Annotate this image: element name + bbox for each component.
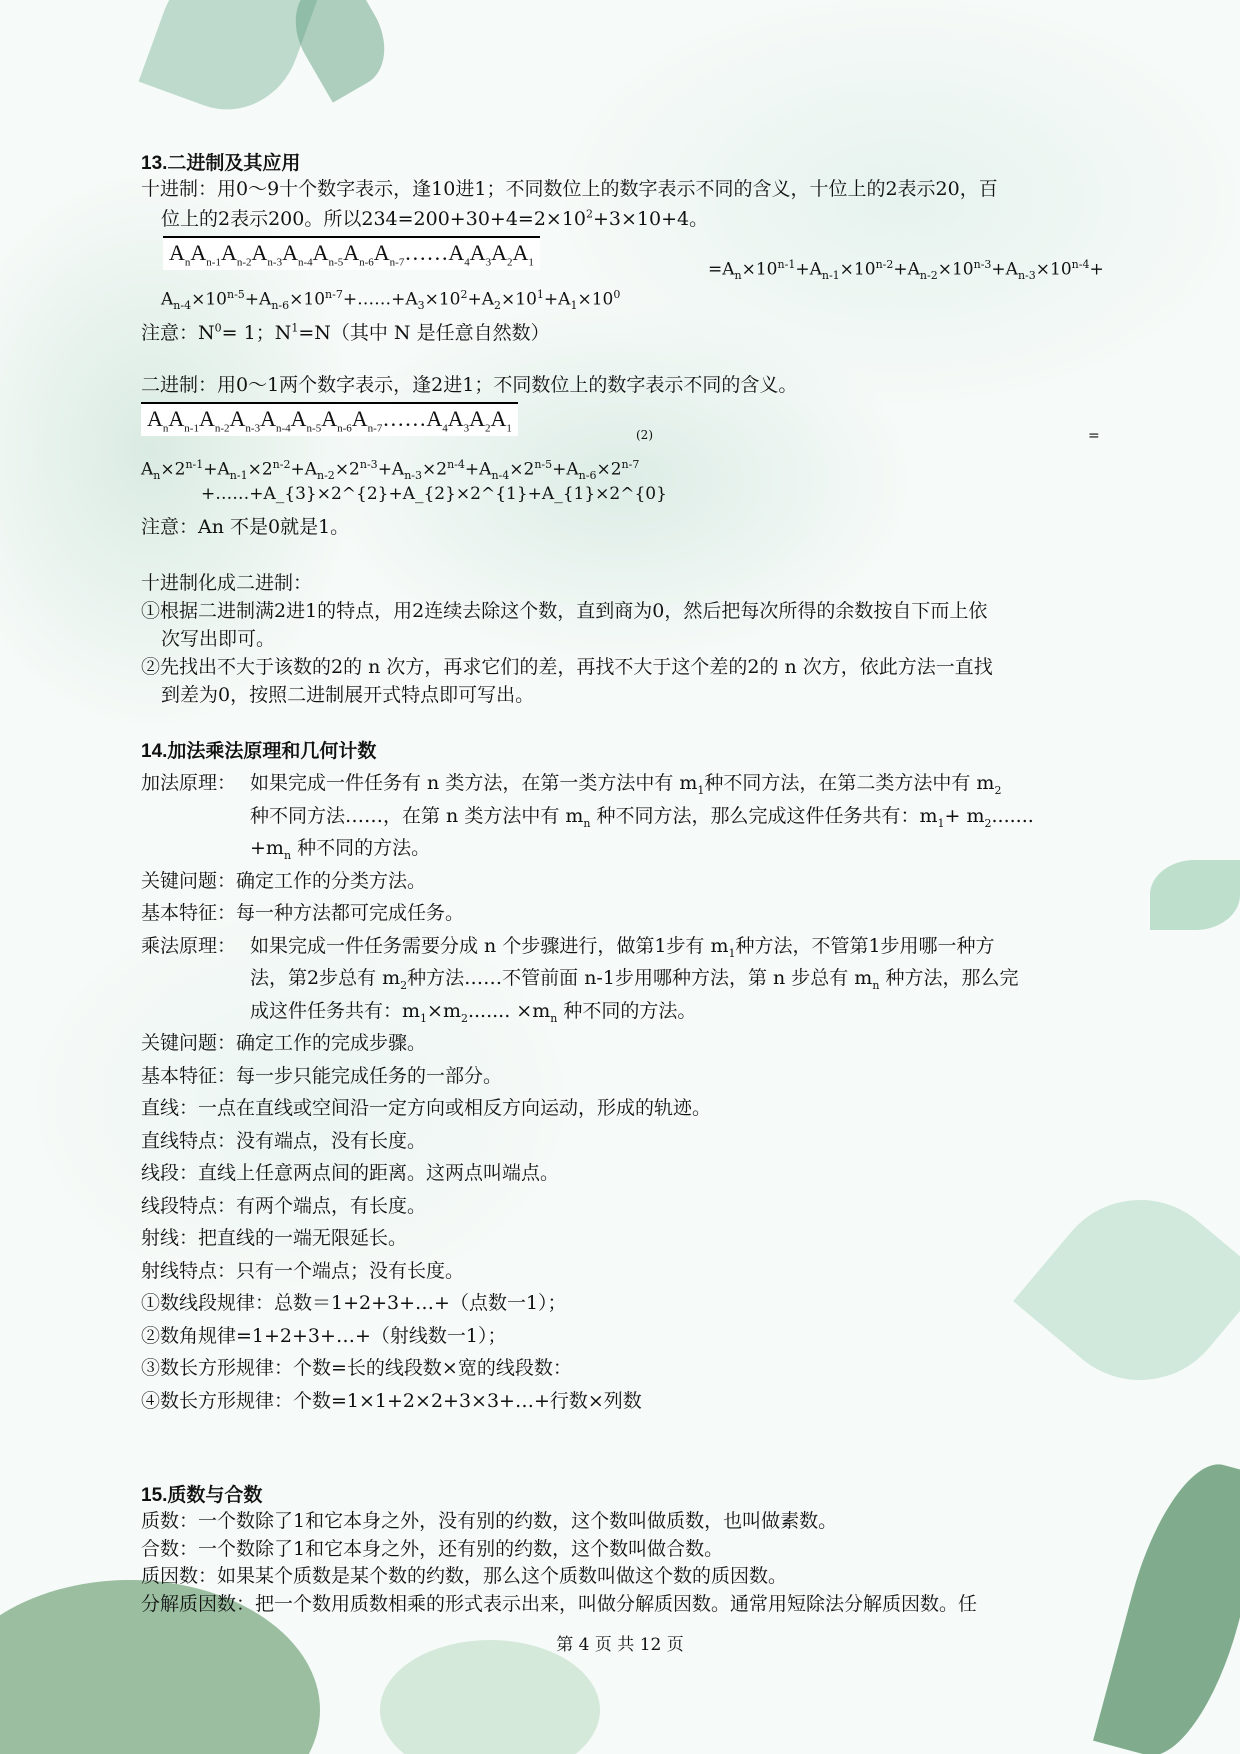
list-item: 射线特点：只有一个端点；没有长度。: [141, 1259, 465, 1282]
page-footer: 第 4 页 共 12 页: [556, 1635, 684, 1655]
principle-text: 成这件任务共有：$m_1\times m_2$....... $\times m_n$ 种不同的方法。: [250, 999, 697, 1025]
list-item: 关键问题：确定工作的完成步骤。: [141, 1032, 427, 1054]
list-item: ①数线段规律：总数＝1+2+3+…+（点数一1）；: [141, 1292, 567, 1314]
method-2: ②先找出不大于该数的2的 n 次方，再求它们的差，再找不大于这个差的2的 n 次方，依此方法一直找: [141, 656, 993, 678]
definition-line: 分解质因数：把一个数用质数相乘的形式表示出来，叫做分解质因数。通常用短除法分解质因数。任: [141, 1592, 978, 1615]
list-item: ③数长方形规律：个数=长的线段数×宽的线段数：: [141, 1357, 572, 1379]
decimal-note: 注意：$N^0= 1$；$N^1=N$（其中 N 是任意自然数）: [141, 321, 550, 344]
list-item: 基本特征：每一种方法都可完成任务。: [141, 902, 465, 924]
definition-line: 质数：一个数除了1和它本身之外，没有别的约数，这个数叫做质数，也叫做素数。: [141, 1510, 838, 1532]
convert-title: 十进制化成二进制：: [141, 572, 313, 594]
leaf-decoration: [1093, 1451, 1240, 1754]
leaf-decoration: [380, 1640, 600, 1754]
decimal-text: 位上的2表示200。所以$234=200+30+4=2\times 10^2+3\times 10+4$。: [161, 207, 709, 230]
binary-text: 二进制：用0～1两个数字表示，逢2进1；不同数位上的数字表示不同的含义。: [141, 374, 798, 396]
principle-label: 加法原理：: [141, 772, 237, 794]
definition-line: 质因数：如果某个质数是某个数的约数，那么这个质数叫做这个数的质因数。: [141, 1565, 788, 1587]
section-15-title: 15.质数与合数: [141, 1485, 263, 1506]
list-item: 线段：直线上任意两点间的距离。这两点叫端点。: [141, 1162, 560, 1184]
binary-expansion: $A_n\times 2^{n-1}+A_{n-1}\times 2^{n-2}+A_{n-2}\times 2^{n-3}+A_{n-3}\times 2^{n-4}+A_{n-4}\times 2^{n-5}+A_{n-6}\times 2^{n-7}$: [141, 458, 640, 483]
binary-expansion: +……+A_{3}×2^{2}+A_{2}×2^{1}+A_{1}×2^{0}: [201, 484, 667, 504]
method-2: 到差为0，按照二进制展开式特点即可写出。: [161, 684, 535, 706]
binary-base: (2): [636, 428, 653, 442]
list-item: 直线：一点在直线或空间沿一定方向或相反方向运动，形成的轨迹。: [141, 1097, 712, 1119]
binary-digits-formula: $A_nA_{n-1}A_{n-2}A_{n-3}A_{n-4}A_{n-5}A_{n-6}A_{n-7}\dots\dots A_4A_3A_2A_1$: [141, 402, 518, 436]
binary-note: 注意：An 不是0就是1。: [141, 516, 350, 538]
list-item: 直线特点：没有端点，没有长度。: [141, 1129, 427, 1152]
principle-text: $+m_n$ 种不同的方法。: [250, 837, 431, 862]
list-item: ④数长方形规律：个数=1×1+2×2+3×3+…+行数×列数: [141, 1389, 642, 1412]
method-1: 次写出即可。: [161, 628, 276, 650]
list-item: 基本特征：每一步只能完成任务的一部分。: [141, 1064, 503, 1087]
binary-equals: =: [1088, 428, 1100, 444]
list-item: 线段特点：有两个端点，有长度。: [141, 1194, 427, 1217]
section-14-title: 14.加法乘法原理和几何计数: [141, 741, 377, 762]
leaf-decoration: [1150, 860, 1240, 930]
list-item: 射线：把直线的一端无限延长。: [141, 1227, 408, 1249]
principle-text: 法，第2步总有 $m_2$种方法……不管前面 n-1步用哪种方法，第 n 步总有 $m_n$ 种方法，那么完: [250, 967, 1019, 992]
leaf-decoration: [139, 0, 322, 129]
decimal-expansion: $A_{n-4}\times 10^{n-5}+A_{n-6}\times 10^{n-7}+\dots\dots+A_3\times 10^2+A_2\times 10^1+A_1\times 10^0$: [161, 288, 621, 313]
list-item: ②数角规律=1+2+3+…+（射线数一1）；: [141, 1324, 507, 1347]
decimal-text: 十进制：用0～9十个数字表示，逢10进1；不同数位上的数字表示不同的含义，十位上的2表示20，百: [141, 178, 998, 200]
leaf-decoration: [1013, 1163, 1240, 1417]
principle-text: 种不同方法……，在第 n 类方法中有 $m_n$ 种不同方法，那么完成这件任务共有：$m_1+ m_2$.......: [250, 804, 1034, 830]
principle-label: 乘法原理：: [141, 934, 237, 957]
list-item: 关键问题：确定工作的分类方法。: [141, 869, 427, 892]
principle-text: 如果完成一件任务需要分成 n 个步骤进行，做第1步有 $m_1$种方法，不管第1步用哪一种方: [250, 934, 995, 960]
principle-text: 如果完成一件任务有 n 类方法，在第一类方法中有 $m_1$种不同方法，在第二类方法中有 $m_2$: [250, 772, 1002, 797]
section-13-title: 13.二进制及其应用: [141, 153, 301, 174]
decimal-digits-formula: $A_nA_{n-1}A_{n-2}A_{n-3}A_{n-4}A_{n-5}A_{n-6}A_{n-7}\dots\dots A_4A_3A_2A_1$: [163, 236, 540, 270]
decimal-expansion: $=A_n\times 10^{n-1}+A_{n-1}\times 10^{n-2}+A_{n-2}\times 10^{n-3}+A_{n-3}\times 10^{n-4}+$: [708, 258, 1104, 283]
method-1: ①根据二进制满2进1的特点，用2连续去除这个数，直到商为0，然后把每次所得的余数按自下而上依: [141, 600, 988, 622]
definition-line: 合数：一个数除了1和它本身之外，还有别的约数，这个数叫做合数。: [141, 1537, 724, 1560]
